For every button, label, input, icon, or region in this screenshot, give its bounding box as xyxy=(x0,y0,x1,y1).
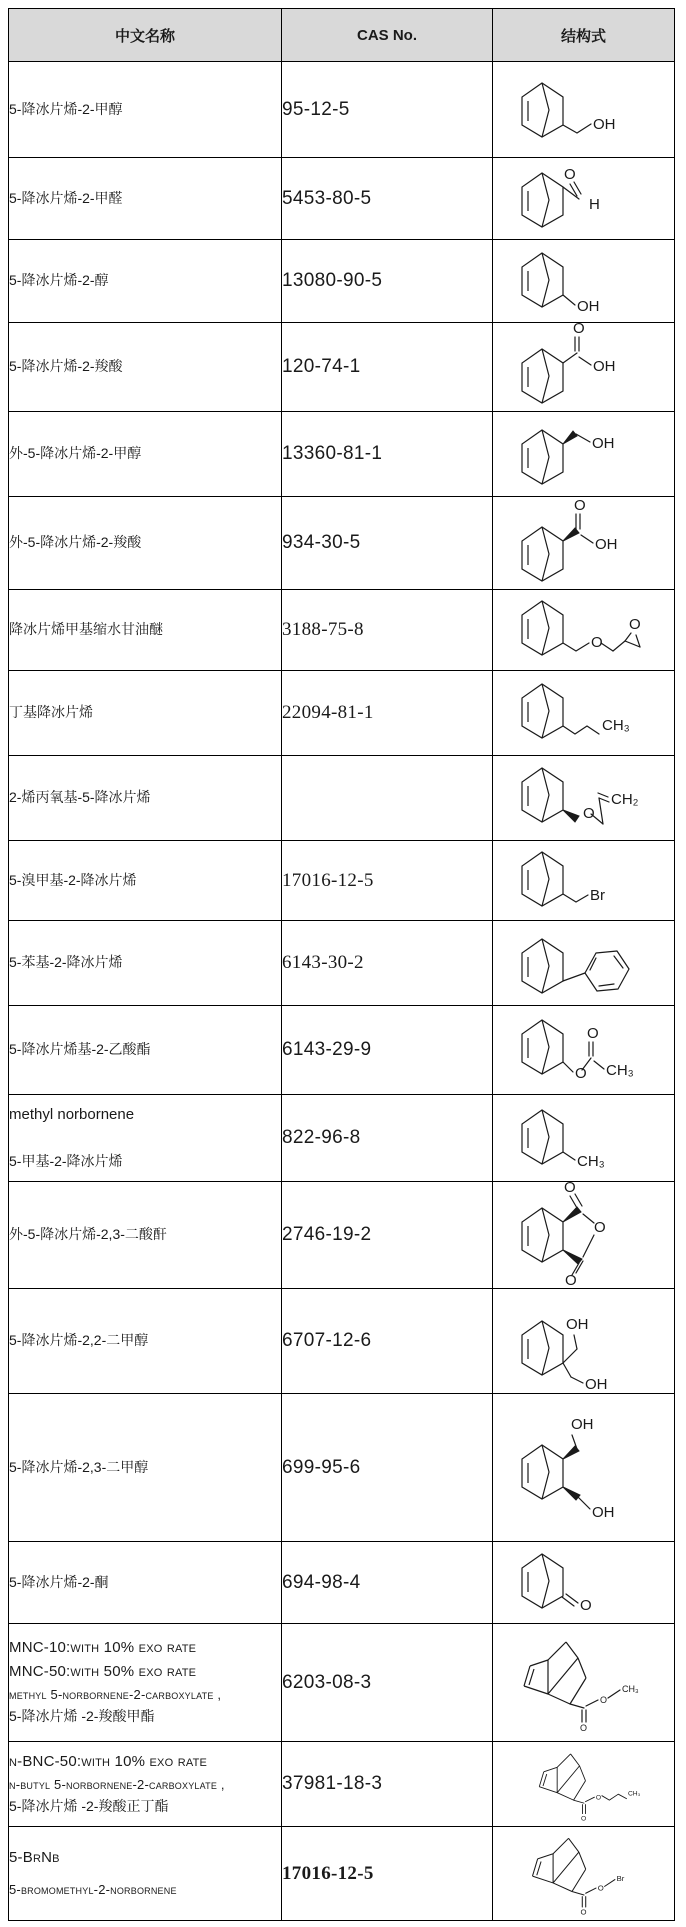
cas-cell: 699-95-6 xyxy=(282,1394,493,1542)
name-cell: 外-5-降冰片烯-2-羧酸 xyxy=(9,497,282,590)
atom-label: O xyxy=(591,634,603,651)
name-cell: 5-降冰片烯-2-甲醇 xyxy=(9,62,282,158)
table-row xyxy=(9,590,675,671)
structure-cell xyxy=(493,921,675,1006)
name-cell: 外-5-降冰片烯-2,3-二酸酐 xyxy=(9,1182,282,1289)
atom-label: CH₃ xyxy=(627,1790,640,1798)
table-row xyxy=(9,671,675,756)
atom-label: O xyxy=(579,1722,587,1733)
atom-label: OH xyxy=(592,435,615,452)
atom-label: OH xyxy=(593,115,616,133)
name-cell: 2-烯丙氧基-5-降冰片烯 xyxy=(9,756,282,841)
name-line: methyl 5-norbornene-2-carboxylate , xyxy=(9,1686,222,1702)
name-line: 5-降冰片烯 -2-羧酸正丁酯 xyxy=(9,1797,169,1814)
atom-label: O xyxy=(580,1814,586,1822)
structure-cell xyxy=(493,1624,675,1742)
atom-label: O xyxy=(594,1219,606,1236)
norbornene-carboxaldehyde-structure xyxy=(501,161,666,237)
cas-cell: 822-96-8 xyxy=(282,1095,493,1182)
structure-cell xyxy=(493,62,675,158)
cas-cell: 6203-08-3 xyxy=(282,1624,493,1742)
name-cell: 5-溴甲基-2-降冰片烯 xyxy=(9,841,282,921)
name-line: 5-BrNb xyxy=(9,1849,60,1866)
name-cell: 5-苯基-2-降冰片烯 xyxy=(9,921,282,1006)
structure-cell xyxy=(493,412,675,497)
structure-cell xyxy=(493,671,675,756)
atom-label: OH xyxy=(592,1503,615,1521)
atom-label: CH₃ xyxy=(606,1062,634,1079)
name-cell: 5-降冰片烯-2-羧酸 xyxy=(9,323,282,412)
name-cell: 5-降冰片烯-2,3-二甲醇 xyxy=(9,1394,282,1542)
norbornenone-structure xyxy=(501,1546,666,1620)
name-cell: 降冰片烯甲基缩水甘油醚 xyxy=(9,590,282,671)
table-row xyxy=(9,158,675,240)
bromomethyl-norbornene-ester-structure xyxy=(515,1828,653,1919)
name-line: n-BNC-50:with 10% exo rate xyxy=(9,1752,208,1770)
cas-cell: 3188-75-8 xyxy=(282,590,493,671)
cas-cell: 2746-19-2 xyxy=(282,1182,493,1289)
atom-label: Br xyxy=(616,1874,624,1884)
structure-cell xyxy=(493,1182,675,1289)
cas-cell: 13080-90-5 xyxy=(282,240,493,323)
atom-label: CH₃ xyxy=(577,1153,605,1170)
cas-cell: 5453-80-5 xyxy=(282,158,493,240)
atom-label: O xyxy=(580,1907,587,1917)
atom-label: O xyxy=(565,1272,577,1288)
cas-cell: 6143-30-2 xyxy=(282,921,493,1006)
table-row xyxy=(9,1394,675,1542)
butyl-norbornene-carboxylate-structure xyxy=(524,1745,644,1824)
cas-cell: 37981-18-3 xyxy=(282,1742,493,1827)
atom-label: OH xyxy=(571,1415,594,1433)
norbornene-2-3-dimethanol-structure xyxy=(501,1407,666,1529)
name-line: MNC-50:with 50% exo rate xyxy=(9,1663,197,1681)
atom-label: O xyxy=(575,1065,587,1082)
cas-cell: 17016-12-5 xyxy=(282,841,493,921)
norbornene-methanol-structure xyxy=(501,67,666,153)
chemical-table xyxy=(8,8,675,1921)
atom-label: O xyxy=(580,1596,592,1614)
atom-label: OH xyxy=(593,358,616,375)
atom-label: Br xyxy=(590,886,605,904)
bromomethyl-norbornene-structure xyxy=(501,844,666,918)
cas-cell: 694-98-4 xyxy=(282,1542,493,1624)
table-row xyxy=(9,1542,675,1624)
structure-cell xyxy=(493,323,675,412)
structure-cell xyxy=(493,841,675,921)
atom-label: OH xyxy=(577,298,600,315)
methyl-norbornene-structure xyxy=(501,1098,666,1178)
cas-cell: 13360-81-1 xyxy=(282,412,493,497)
table-row xyxy=(9,1827,675,1921)
header-name: 中文名称 xyxy=(9,9,282,62)
table-row xyxy=(9,1182,675,1289)
atom-label: CH₃ xyxy=(602,717,630,734)
atom-label: O xyxy=(574,497,586,514)
name-cell xyxy=(9,1742,282,1827)
table-row xyxy=(9,240,675,323)
table-row xyxy=(9,756,675,841)
butyl-norbornene-structure xyxy=(501,672,666,754)
table-row xyxy=(9,412,675,497)
atom-label: O xyxy=(599,1694,607,1705)
header-cas: CAS No. xyxy=(282,9,493,62)
norbornene-glycidyl-ether-structure xyxy=(501,591,666,669)
table-row xyxy=(9,1095,675,1182)
name-cell xyxy=(9,1827,282,1921)
name-cell xyxy=(9,1095,282,1182)
name-cell: 5-降冰片烯-2-酮 xyxy=(9,1542,282,1624)
cas-cell: 934-30-5 xyxy=(282,497,493,590)
atom-label: OH xyxy=(566,1316,589,1333)
table-row xyxy=(9,497,675,590)
name-cell: 5-降冰片烯-2,2-二甲醇 xyxy=(9,1289,282,1394)
cas-cell: 95-12-5 xyxy=(282,62,493,158)
cas-cell: 6707-12-6 xyxy=(282,1289,493,1394)
name-line: 5-降冰片烯 -2-羧酸甲酯 xyxy=(9,1708,155,1725)
name-cell: 外-5-降冰片烯-2-甲醇 xyxy=(9,412,282,497)
structure-cell xyxy=(493,590,675,671)
name-cell: 丁基降冰片烯 xyxy=(9,671,282,756)
table-row xyxy=(9,1624,675,1742)
table-row xyxy=(9,921,675,1006)
structure-cell xyxy=(493,1542,675,1624)
structure-cell xyxy=(493,158,675,240)
exo-norbornene-methanol-structure xyxy=(501,414,666,494)
structure-cell xyxy=(493,1095,675,1182)
cas-cell: 120-74-1 xyxy=(282,323,493,412)
name-line: MNC-10:with 10% exo rate xyxy=(9,1639,197,1657)
methyl-norbornene-carboxylate-structure xyxy=(504,1630,664,1736)
name-line: methyl norbornene xyxy=(9,1105,135,1123)
name-line: 5-bromomethyl-2-norbornene xyxy=(9,1881,177,1897)
cas-cell xyxy=(282,756,493,841)
table-row xyxy=(9,841,675,921)
structure-cell xyxy=(493,240,675,323)
atom-label: CH₂ xyxy=(611,791,639,808)
structure-cell xyxy=(493,1289,675,1394)
norbornenol-structure xyxy=(501,241,666,321)
cas-cell: 17016-12-5 xyxy=(282,1827,493,1921)
atom-label: O xyxy=(629,616,641,633)
table-row xyxy=(9,323,675,412)
structure-cell xyxy=(493,1827,675,1921)
atom-label: O xyxy=(564,165,576,183)
name-cell: 5-降冰片烯-2-甲醛 xyxy=(9,158,282,240)
name-cell xyxy=(9,1624,282,1742)
exo-norbornene-carboxylic-acid-structure xyxy=(501,497,666,589)
table-row xyxy=(9,62,675,158)
norbornene-dicarboxylic-anhydride-structure xyxy=(501,1182,666,1288)
table-row xyxy=(9,1742,675,1827)
atom-label: O xyxy=(597,1883,604,1893)
name-line: 5-甲基-2-降冰片烯 xyxy=(9,1152,123,1169)
atom-label: O xyxy=(595,1793,601,1801)
allyloxy-norbornene-structure xyxy=(501,756,666,840)
structure-cell xyxy=(493,1394,675,1542)
atom-label: O xyxy=(587,1025,599,1042)
structure-cell xyxy=(493,756,675,841)
structure-cell xyxy=(493,1742,675,1827)
header-structure: 结构式 xyxy=(493,9,675,62)
name-line: n-butyl 5-norbornene-2-carboxylate , xyxy=(9,1776,225,1792)
atom-label: CH₃ xyxy=(621,1683,639,1694)
atom-label: OH xyxy=(585,1376,608,1393)
table-row xyxy=(9,1289,675,1394)
norbornenyl-acetate-structure xyxy=(501,1006,666,1094)
structure-cell xyxy=(493,497,675,590)
phenyl-norbornene-structure xyxy=(501,921,666,1005)
atom-label: OH xyxy=(595,536,618,553)
structure-cell xyxy=(493,1006,675,1095)
table-row xyxy=(9,1006,675,1095)
cas-cell: 22094-81-1 xyxy=(282,671,493,756)
name-cell: 5-降冰片烯基-2-乙酸酯 xyxy=(9,1006,282,1095)
atom-label: O xyxy=(573,323,585,337)
atom-label: O xyxy=(583,805,595,822)
norbornene-2-2-dimethanol-structure xyxy=(501,1289,666,1393)
atom-label: O xyxy=(564,1182,576,1196)
norbornene-carboxylic-acid-structure xyxy=(501,323,666,411)
atom-label: H xyxy=(589,195,600,213)
cas-cell: 6143-29-9 xyxy=(282,1006,493,1095)
header-row xyxy=(9,9,675,62)
name-cell: 5-降冰片烯-2-醇 xyxy=(9,240,282,323)
